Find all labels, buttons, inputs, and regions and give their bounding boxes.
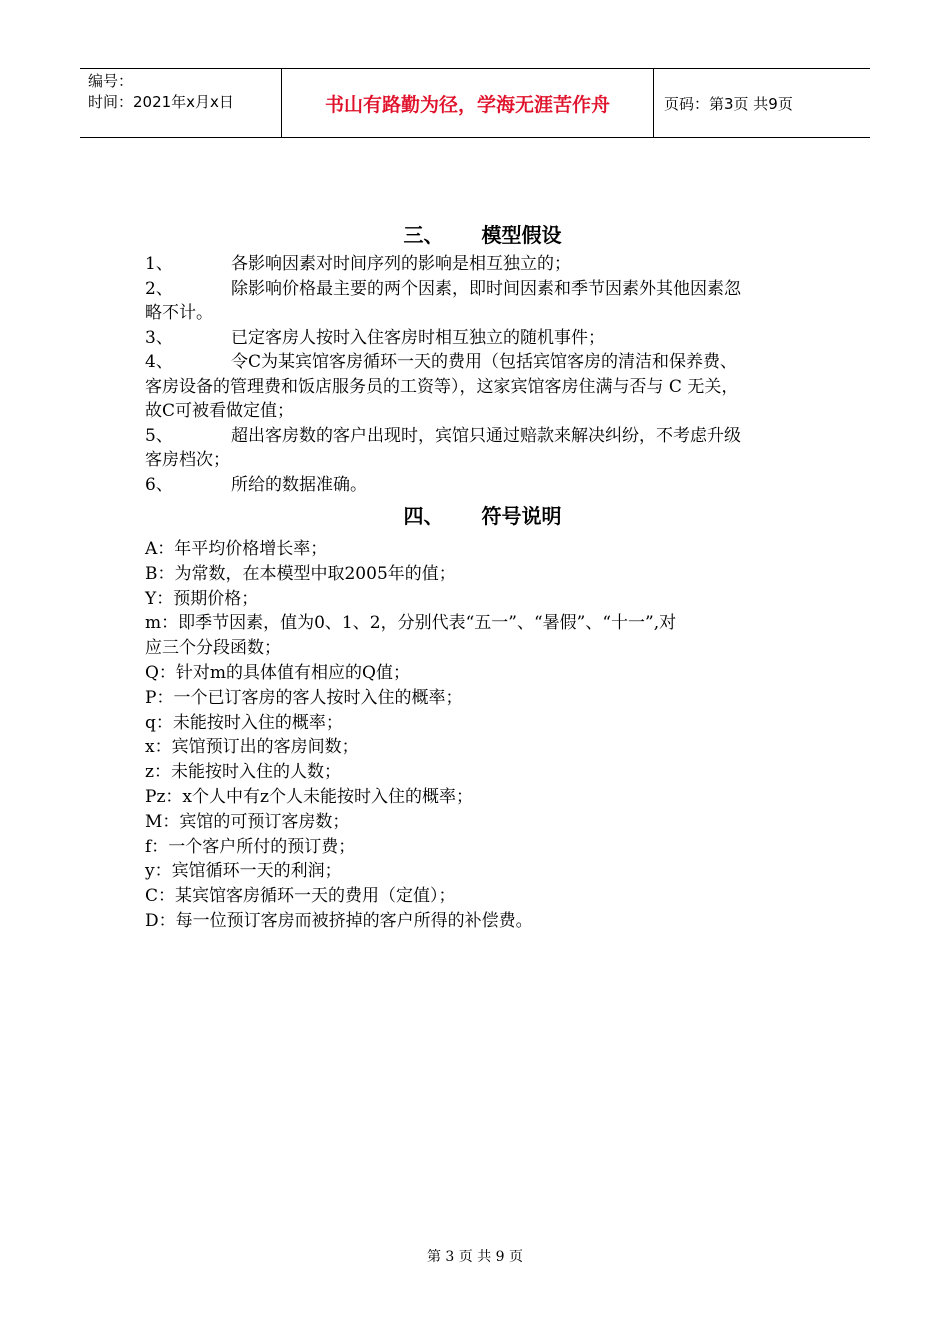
symbol-definition: M：宾馆的可预订客房数； — [145, 811, 350, 832]
list-item-continuation: 客房设备的管理费和饭店服务员的工资等），这家宾馆客房住满与否与 C 无关， — [145, 376, 739, 397]
header-info — [80, 69, 282, 137]
list-item — [145, 277, 820, 302]
number-label: 编号： — [88, 72, 134, 90]
section-heading: 符号说明 — [481, 504, 562, 528]
section-title-symbols — [145, 499, 820, 533]
symbol-list — [145, 537, 820, 934]
list-item — [145, 424, 820, 449]
section-number: 三、 — [403, 223, 444, 247]
list-index: 1、 — [145, 254, 173, 274]
symbol-definition: m：即季节因素，值为0、1、2，分别代表“五一”、“暑假”、“十一”,对 — [145, 613, 677, 634]
section-title-assumptions — [145, 218, 820, 252]
section-number: 四、 — [403, 504, 444, 528]
page-footer: 第 3 页 共 9 页 — [426, 1249, 524, 1265]
symbol-definition: Q：针对m的具体值有相应的Q值； — [145, 662, 410, 683]
list-text: 各影响因素对时间序列的影响是相互独立的； — [231, 254, 571, 274]
header-motto: 书山有路勤为径，学海无涯苦作舟 — [282, 69, 654, 137]
list-item — [145, 350, 820, 375]
list-text: 所给的数据准确。 — [231, 474, 367, 495]
header-page-info: 页码：第3页 共9页 — [664, 94, 793, 113]
symbol-definition: B：为常数，在本模型中取2005年的值； — [145, 563, 456, 584]
list-index: 3、 — [145, 327, 173, 348]
symbol-definition: y：宾馆循环一天的利润； — [145, 861, 342, 882]
list-index: 6、 — [145, 474, 173, 495]
list-index: 2、 — [145, 278, 173, 299]
list-item-continuation: 故C可被看做定值； — [145, 401, 295, 421]
symbol-definition: D：每一位预订客房而被挤掉的客户所得的补偿费。 — [145, 910, 533, 931]
section-heading: 模型假设 — [481, 223, 562, 247]
list-text: 已定客房人按时入住客房时相互独立的随机事件； — [231, 327, 605, 348]
list-text: 超出客房数的客户出现时，宾馆只通过赔款来解决纠纷，不考虑升级 — [231, 425, 741, 446]
list-item — [145, 473, 820, 498]
list-item — [145, 326, 820, 351]
symbol-definition: A：年平均价格增长率； — [145, 539, 328, 559]
page-header — [80, 68, 870, 138]
time-label: 时间：2021年x月x日 — [88, 93, 234, 111]
symbol-definition: 应三个分段函数； — [145, 638, 281, 659]
list-item — [145, 252, 820, 277]
symbol-definition: q：未能按时入住的概率； — [145, 712, 343, 733]
assumption-list — [145, 252, 820, 497]
list-text: 令C为某宾馆客房循环一天的费用（包括宾馆客房的清洁和保养费、 — [231, 352, 738, 372]
symbol-definition: z：未能按时入住的人数； — [145, 762, 341, 783]
symbol-definition: C：某宾馆客房循环一天的费用（定值）； — [145, 886, 456, 907]
symbol-definition: P：一个已订客房的客人按时入住的概率； — [145, 687, 463, 708]
list-item-continuation: 略不计。 — [145, 303, 213, 323]
list-item-continuation: 客房档次； — [145, 450, 230, 470]
symbol-definition: x：宾馆预订出的客房间数； — [145, 737, 359, 758]
symbol-definition: f：一个客户所付的预订费； — [145, 836, 356, 857]
symbol-definition: Pz：x个人中有z个人未能按时入住的概率； — [145, 786, 473, 807]
symbol-definition: Y：预期价格； — [145, 588, 259, 609]
list-index: 5、 — [145, 425, 173, 446]
document-body — [145, 218, 820, 934]
list-index: 4、 — [145, 352, 173, 372]
list-text: 除影响价格最主要的两个因素，即时间因素和季节因素外其他因素忽 — [231, 278, 741, 299]
